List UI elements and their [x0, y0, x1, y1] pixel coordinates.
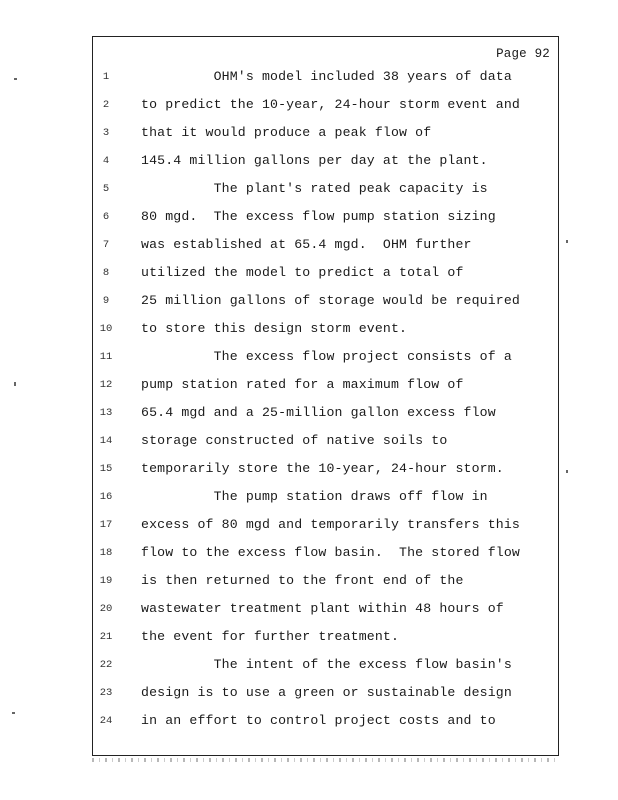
line-text: was established at 65.4 mgd. OHM further	[141, 237, 472, 252]
line-number: 6	[102, 211, 110, 223]
line-number: 7	[102, 239, 110, 251]
line-number: 12	[99, 379, 113, 391]
line-text: is then returned to the front end of the	[141, 573, 464, 588]
line-number: 2	[102, 99, 110, 111]
line-number: 9	[102, 295, 110, 307]
line-text: 145.4 million gallons per day at the plant.	[141, 153, 488, 168]
line-text: utilized the model to predict a total of	[141, 265, 464, 280]
line-text: that it would produce a peak flow of	[141, 125, 432, 140]
line-text: 80 mgd. The excess flow pump station sizing	[141, 209, 496, 224]
scan-speck	[14, 382, 16, 386]
scan-noise	[92, 758, 557, 762]
line-text: The pump station draws off flow in	[141, 489, 488, 504]
line-text: The plant's rated peak capacity is	[141, 181, 488, 196]
line-number: 4	[102, 155, 110, 167]
line-number: 13	[99, 407, 113, 419]
line-text: the event for further treatment.	[141, 629, 400, 644]
scan-speck	[566, 470, 568, 473]
line-text: flow to the excess flow basin. The stored flow	[141, 545, 520, 560]
line-text: to predict the 10-year, 24-hour storm event and	[141, 97, 520, 112]
line-number: 16	[99, 491, 113, 503]
line-text: temporarily store the 10-year, 24-hour storm.	[141, 461, 504, 476]
line-text: 25 million gallons of storage would be required	[141, 293, 520, 308]
line-text: excess of 80 mgd and temporarily transfers this	[141, 517, 520, 532]
line-text: 65.4 mgd and a 25-million gallon excess flow	[141, 405, 496, 420]
line-number: 8	[102, 267, 110, 279]
line-text: The excess flow project consists of a	[141, 349, 512, 364]
line-text: pump station rated for a maximum flow of	[141, 377, 464, 392]
line-text: OHM's model included 38 years of data	[141, 69, 512, 84]
line-text: in an effort to control project costs and to	[141, 713, 496, 728]
line-number: 21	[99, 631, 113, 643]
line-number: 5	[102, 183, 110, 195]
line-text: to store this design storm event.	[141, 321, 408, 336]
page-number: Page 92	[496, 47, 550, 61]
scan-speck	[12, 712, 15, 714]
line-text: wastewater treatment plant within 48 hours of	[141, 601, 504, 616]
line-number: 22	[99, 659, 113, 671]
line-number: 11	[99, 351, 113, 363]
line-number: 20	[99, 603, 113, 615]
line-text: design is to use a green or sustainable design	[141, 685, 512, 700]
line-number: 18	[99, 547, 113, 559]
line-number: 24	[99, 715, 113, 727]
line-number: 14	[99, 435, 113, 447]
line-number: 17	[99, 519, 113, 531]
line-number: 15	[99, 463, 113, 475]
line-number: 19	[99, 575, 113, 587]
line-number: 10	[99, 323, 113, 335]
line-number: 1	[102, 71, 110, 83]
line-number: 3	[102, 127, 110, 139]
line-text: The intent of the excess flow basin's	[141, 657, 512, 672]
line-text: storage constructed of native soils to	[141, 433, 448, 448]
scan-speck	[14, 78, 17, 80]
scan-speck	[566, 240, 568, 243]
transcript-page	[92, 36, 559, 756]
line-number: 23	[99, 687, 113, 699]
